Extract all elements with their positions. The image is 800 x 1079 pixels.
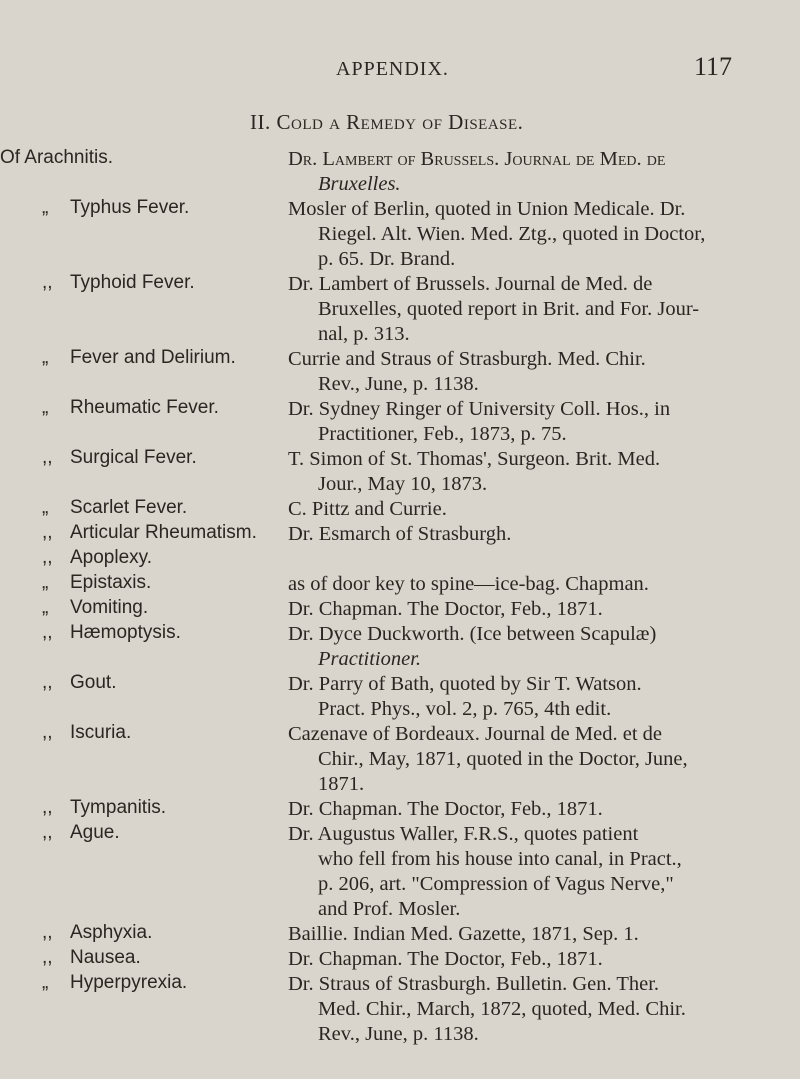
reference [288,822,766,922]
page-number: 117 [694,52,733,81]
reference-line: Dr. Chapman. The Doctor, Feb., 1871. [288,948,603,970]
disease-name: „ Epistaxis. [42,572,152,593]
reference [288,947,766,972]
reference-line: who fell from his house into canal, in Pract., [318,848,682,870]
disease-name: ,, Apoplexy. [42,547,153,568]
reference-line: Dr. Dyce Duckworth. (Ice between Scapulæ) [288,623,657,645]
disease-name: ,, Gout. [42,672,117,693]
reference-line: C. Pittz and Currie. [288,498,447,520]
ditto-mark: „ [42,397,49,418]
ditto-mark: „ [42,347,49,368]
ditto-mark: ,, [42,547,53,568]
reference [288,522,766,547]
reference-line: T. Simon of St. Thomas', Surgeon. Brit. Med. [288,448,661,470]
reference [288,397,766,447]
disease-name: „ Scarlet Fever. [42,497,188,518]
reference [288,622,766,672]
disease-name: ,, Hæmoptysis. [42,622,181,643]
reference [288,447,766,497]
reference [288,147,766,197]
reference-line: Baillie. Indian Med. Gazette, 1871, Sep. 1. [288,923,639,945]
reference-line: nal, p. 313. [318,323,410,345]
section-title: II. Cold a Remedy of Disease. [250,110,524,134]
reference-line: Med. Chir., March, 1872, quoted, Med. Chir. [318,998,686,1020]
reference [288,722,766,797]
reference-line: Bruxelles, quoted report in Brit. and For. Jour- [318,298,700,320]
reference [288,272,766,347]
reference-line: p. 65. Dr. Brand. [318,248,456,270]
ditto-mark: ,, [42,622,53,643]
reference-line: 1871. [318,773,365,795]
reference [288,572,766,597]
reference-line: p. 206, art. "Compression of Vagus Nerve," [318,873,674,895]
reference [288,972,766,1047]
reference-line: Rev., June, p. 1138. [318,373,479,395]
reference-line: Mosler of Berlin, quoted in Union Medicale. Dr. [288,198,686,220]
disease-name: ,, Typhoid Fever. [42,272,195,293]
disease-name: „ Vomiting. [42,597,149,618]
reference [288,197,766,272]
disease-name: „ Rheumatic Fever. [42,397,219,418]
reference-line: Dr. Esmarch of Strasburgh. [288,523,512,545]
reference-line: and Prof. Mosler. [318,898,461,920]
reference [288,797,766,822]
disease-name: „ Hyperpyrexia. [42,972,188,993]
disease-name: ,, Asphyxia. [42,922,153,943]
running-title: APPENDIX. [336,58,449,80]
reference-line: Chir., May, 1871, quoted in the Doctor, June, [318,748,688,770]
ditto-mark: ,, [42,822,53,843]
ditto-mark: „ [42,597,49,618]
reference-line: Dr. Augustus Waller, F.R.S., quotes patient [288,823,639,845]
ditto-mark: ,, [42,672,53,693]
disease-name: ,, Nausea. [42,947,141,968]
disease-name: Of Arachnitis. [0,147,113,168]
reference-line: Dr. Sydney Ringer of University Coll. Hos., in [288,398,671,420]
reference [288,922,766,947]
reference-line: Dr. Lambert of Brussels. Journal de Med. de [288,148,666,170]
disease-name: „ Typhus Fever. [42,197,190,218]
disease-name: ,, Tympanitis. [42,797,167,818]
reference-line: Pract. Phys., vol. 2, p. 765, 4th edit. [318,698,612,720]
ditto-mark: ,, [42,722,53,743]
reference-line: Practitioner, Feb., 1873, p. 75. [318,423,567,445]
reference-line: Dr. Parry of Bath, quoted by Sir T. Watson. [288,673,642,695]
reference [288,497,766,522]
reference-line: Riegel. Alt. Wien. Med. Ztg., quoted in Doctor, [318,223,706,245]
ditto-mark: ,, [42,922,53,943]
ditto-mark: ,, [42,272,53,293]
ditto-mark: ,, [42,522,53,543]
running-head [0,52,800,88]
ditto-mark: ,, [42,447,53,468]
ditto-mark: „ [42,572,49,593]
reference-line: Dr. Straus of Strasburgh. Bulletin. Gen. Ther. [288,973,660,995]
reference-line: Jour., May 10, 1873. [318,473,488,495]
ditto-mark: „ [42,972,49,993]
disease-name: „ Fever and Delirium. [42,347,236,368]
disease-name: ,, Articular Rheumatism. [42,522,257,543]
reference [288,597,766,622]
disease-name: ,, Surgical Fever. [42,447,197,468]
reference-line: Cazenave of Bordeaux. Journal de Med. et de [288,723,662,745]
reference-line: Bruxelles. [318,173,401,195]
ditto-mark: ,, [42,947,53,968]
reference [288,347,766,397]
reference [288,672,766,722]
reference-line: Dr. Lambert of Brussels. Journal de Med. de [288,273,653,295]
reference-line: Rev., June, p. 1138. [318,1023,479,1045]
ditto-mark: ,, [42,797,53,818]
reference-line: Practitioner. [318,648,422,670]
disease-name: ,, Iscuria. [42,722,132,743]
reference-line: Dr. Chapman. The Doctor, Feb., 1871. [288,798,603,820]
reference-line: Currie and Straus of Strasburgh. Med. Chir. [288,348,646,370]
disease-name: ,, Ague. [42,822,120,843]
ditto-mark: „ [42,197,49,218]
reference-line: Dr. Chapman. The Doctor, Feb., 1871. [288,598,603,620]
reference-line: as of door key to spine—ice-bag. Chapman. [288,573,649,595]
ditto-mark: „ [42,497,49,518]
